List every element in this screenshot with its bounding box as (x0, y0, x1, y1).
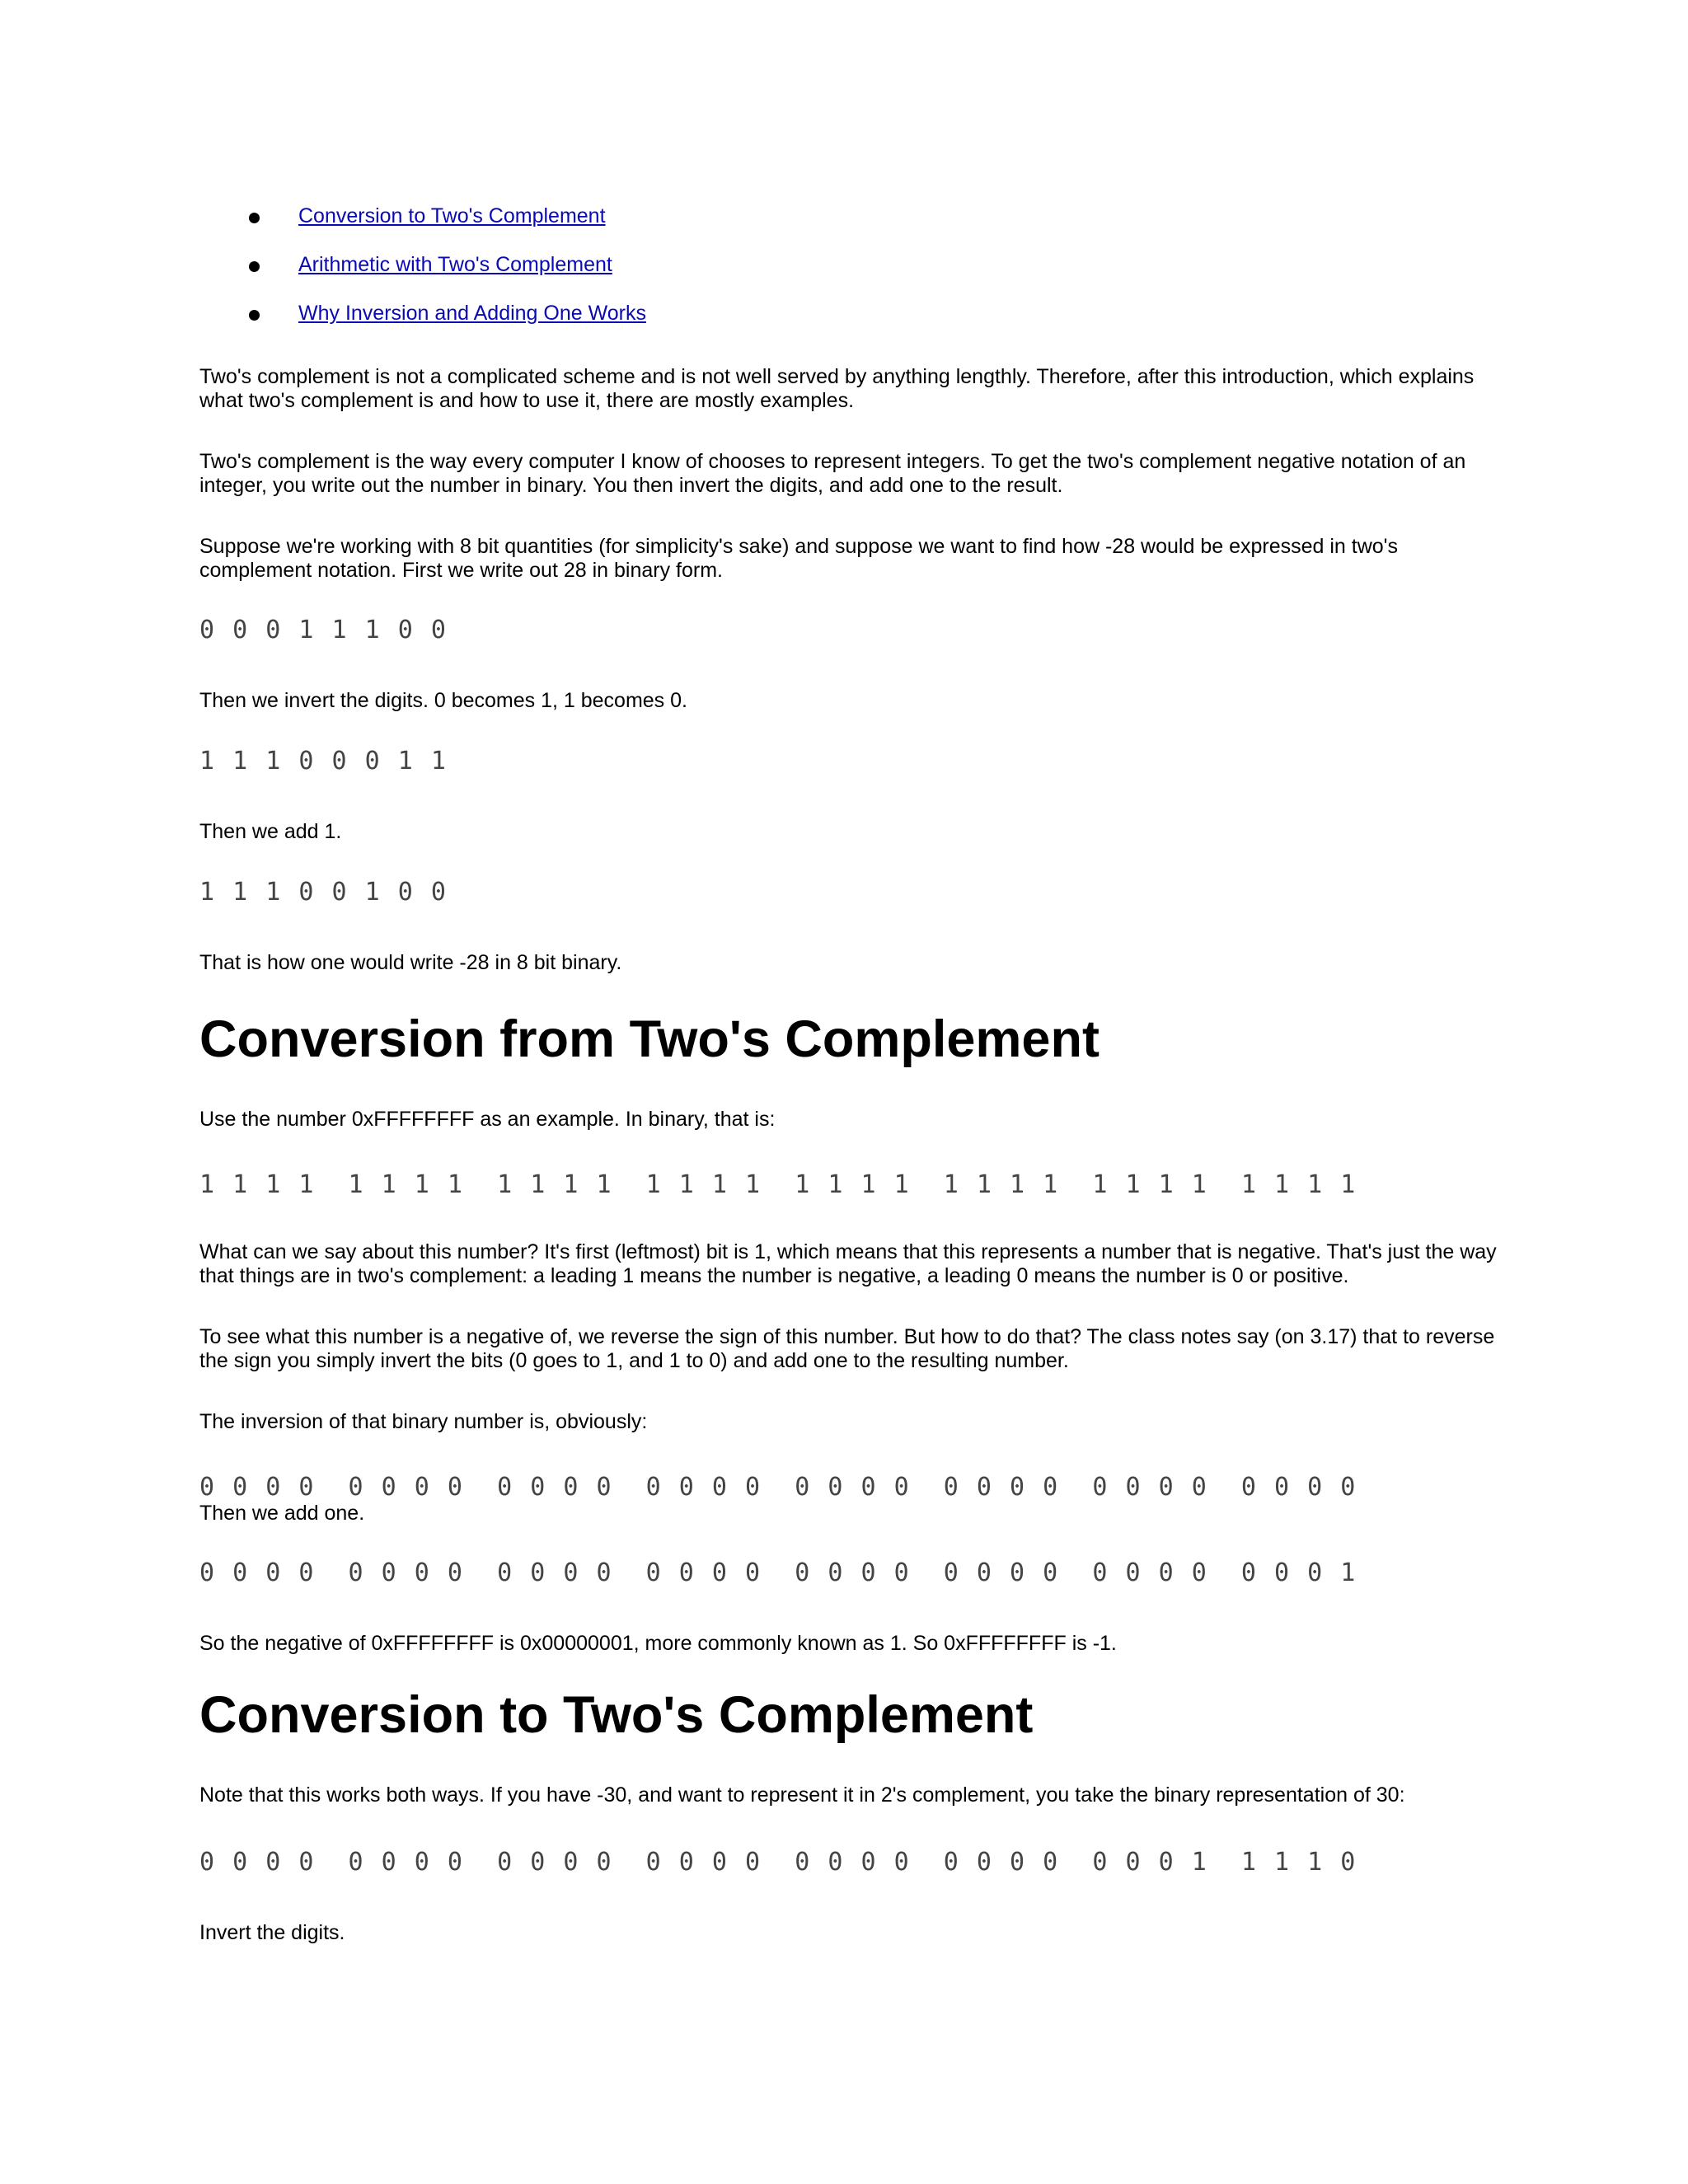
inversion-paragraph: The inversion of that binary number is, obviously: (199, 1410, 648, 1433)
binary-all-zeros: 0 0 0 0 0 0 0 0 0 0 0 0 0 0 0 0 0 0 0 0 0 0 0 0 0 0 0 0 0 0 0 0 (199, 1473, 1357, 1502)
result-paragraph: That is how one would write -28 in 8 bit binary. (199, 951, 622, 974)
bullet-icon (249, 310, 260, 321)
reverse-sign-paragraph: To see what this number is a negative of, we reverse the sign of this number. But how to do that? The class notes say (on 3.17) that to reverse the sign you simply invert the bits (0 goes to 1, and 1 to 0) and add one to the resulting number. (199, 1325, 1495, 1372)
add-one-again-paragraph: Then we add one. (199, 1502, 365, 1525)
invert-paragraph: Then we invert the digits. 0 becomes 1, 1 becomes 0. (199, 689, 687, 712)
section-heading-conversion-from: Conversion from Two's Complement (199, 1010, 1100, 1068)
binary-one: 0 0 0 0 0 0 0 0 0 0 0 0 0 0 0 0 0 0 0 0 0 0 0 0 0 0 0 0 0 0 0 1 (199, 1558, 1357, 1587)
binary-all-ones: 1 1 1 1 1 1 1 1 1 1 1 1 1 1 1 1 1 1 1 1 1 1 1 1 1 1 1 1 1 1 1 1 (199, 1170, 1357, 1199)
leading-bit-paragraph: What can we say about this number? It's first (leftmost) bit is 1, which means that this represents a number that is negative. That's just the way that things are in two's complement: a leading 1 means the number is negative, a leading 0 means the number is 0 or positive. (199, 1240, 1497, 1287)
negative-result-paragraph: So the negative of 0xFFFFFFFF is 0x00000001, more commonly known as 1. So 0xFFFFFFFF is -1. (199, 1632, 1117, 1655)
intro-paragraph: Two's complement is not a complicated scheme and is not well served by anything lengthly. Therefore, after this introduction, which explains what two's complement is and how to use it, there are mostly examples. (199, 365, 1475, 412)
binary-30: 0 0 0 0 0 0 0 0 0 0 0 0 0 0 0 0 0 0 0 0 0 0 0 0 0 0 0 1 1 1 1 0 (199, 1848, 1357, 1877)
section-heading-conversion-to: Conversion to Two's Complement (199, 1686, 1034, 1744)
binary-inverted: 1 1 1 0 0 0 1 1 (199, 747, 448, 776)
example-paragraph: Suppose we're working with 8 bit quantities (for simplicity's sake) and suppose we want to find how -28 would be expressed in two's complement notation. First we write out 28 in binary form. (199, 535, 1398, 582)
definition-paragraph: Two's complement is the way every computer I know of chooses to represent integers. To get the two's complement negative notation of an integer, you write out the number in binary. You then invert the digits, and add one to the result. (199, 450, 1466, 497)
binary-28: 0 0 0 1 1 1 0 0 (199, 616, 448, 644)
bullet-icon (249, 213, 260, 223)
toc-link-why-inversion[interactable]: Why Inversion and Adding One Works (298, 302, 646, 325)
toc-link-arithmetic[interactable]: Arithmetic with Two's Complement (298, 253, 612, 276)
binary-minus-28: 1 1 1 0 0 1 0 0 (199, 878, 448, 907)
both-ways-paragraph: Note that this works both ways. If you have -30, and want to represent it in 2's complement, you take the binary representation of 30: (199, 1783, 1405, 1807)
bullet-icon (249, 261, 260, 272)
add-one-paragraph: Then we add 1. (199, 820, 342, 843)
hex-example-paragraph: Use the number 0xFFFFFFFF as an example. In binary, that is: (199, 1108, 776, 1131)
invert-digits-paragraph: Invert the digits. (199, 1921, 345, 1944)
toc-link-conversion-to[interactable]: Conversion to Two's Complement (298, 204, 606, 227)
